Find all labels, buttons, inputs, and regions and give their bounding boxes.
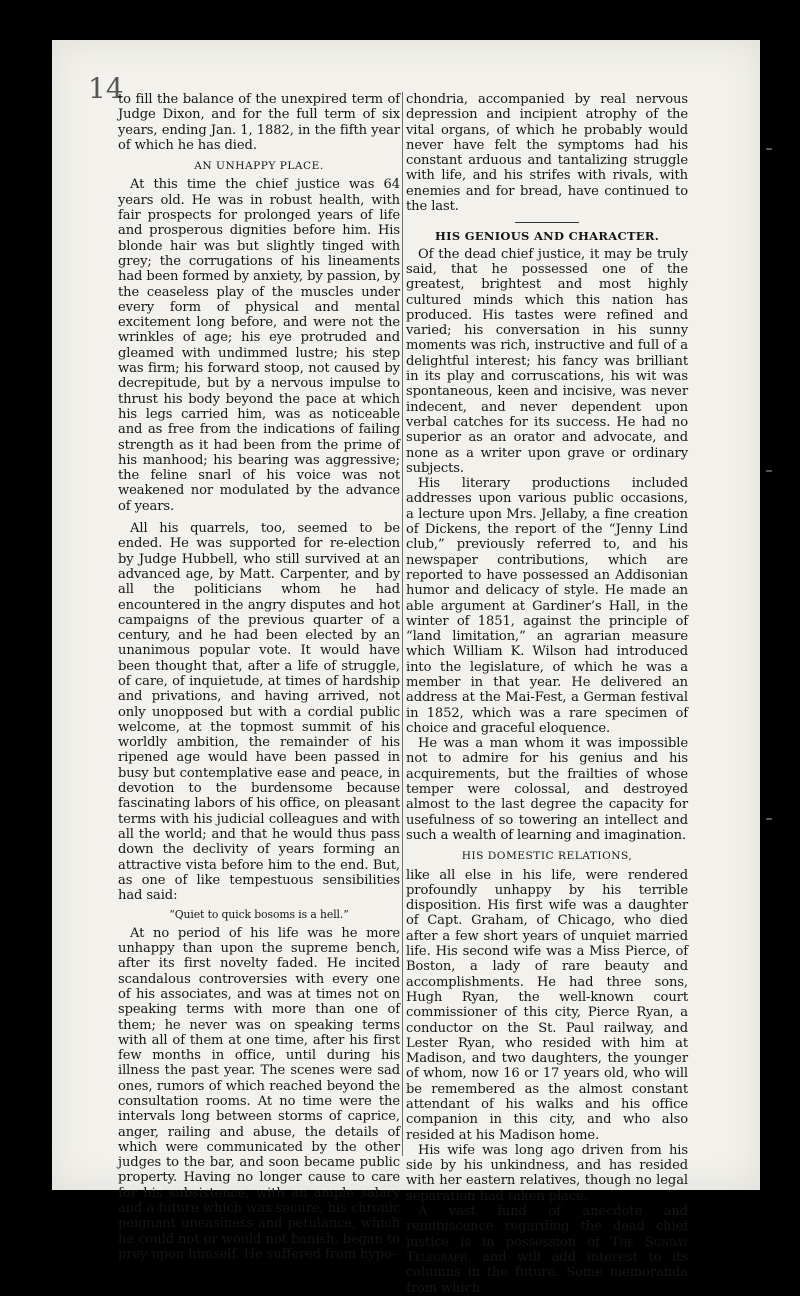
paragraph: Of the dead chief justice, it may be truly said, that he possessed one of the greatest, brightest and most highly cultured minds which this nation has produced. His tastes were refined and varied; his conversation in his sunny moments was rich, instructive and full of a delightful interest; his fancy was brilliant in its play and corruscations, his wit was spontaneous, keen and incisive, was never indecent, and never dependent upon verbal catches for its success. He had no superior as an orator and advocate, and none as a writer upon grave or ordinary subjects. (406, 246, 688, 476)
paragraph: All his quarrels, too, seemed to be ended. He was supported for re-election by Judge Hubbell, who still survived at an advanced age, by Matt. Carpenter, and by all the politicians whom he had encountered in the angry disputes and hot campaigns of the previous quarter of a century, and he had been elected by an unanimous popular vote. It would have been thought that, after a life of struggle, of care, of inquietude, at times of hardship and privations, and having arrived, not only unopposed but with a cordial public welcome, at the topmost summit of his worldly ambition, the remainder of his ripened age would have been passed in busy but contemplative ease and peace, in devotion to the burdensome because fascinating labors of his office, on pleasant terms with his judicial colleagues and with all the world; and that he would thus pass down the declivity of years forming an attractive vista before him to the end. But, as one of like tempestuous sensibilities had said: (118, 521, 400, 904)
paragraph: to fill the balance of the unexpired term of Judge Dixon, and for the full term of six years, ending Jan. 1, 1882, in the fifth year of which he has died. (118, 92, 400, 153)
paragraph-text: A vast fund of anecdote and reminiscence regarding the dead chief justice is in possession of (406, 1204, 688, 1250)
quotation: “Quiet to quick bosoms is a hell.” (169, 908, 349, 922)
section-heading: AN UNHAPPY PLACE. (194, 160, 324, 173)
left-column (118, 92, 400, 1262)
section-heading: HIS DOMESTIC RELATIONS, (461, 850, 633, 863)
paragraph: At no period of his life was he more unhappy than upon the supreme bench, after its first novelty faded. He incited scandalous controversies with every one of his associates, and was at times not on speaking terms with more than one of them; he never was on speaking terms with all of them at one time, after his first few months in office, until during his illness the past year. The scenes were sad ones, rumors of which reached beyond the consultation rooms. At no time were the intervals long between storms of caprice, anger, railing and abuse, the details of which were communicated by the other judges to the bar, and soon became public property. Having no longer cause to care for his subsistence, with an ample salary and a future which was secure, his chronic poignant uneasiness and petulance, which he could not or would not banish, began to prey upon himself. He suffered from hypo- (118, 925, 400, 1262)
paragraph: like all else in his life, were rendered profoundly unhappy by his terrible disposition. His first wife was a daughter of Capt. Graham, of Chicago, who died after a few short years of unquiet married life. His second wife was a Miss Pierce, of Boston, a lady of rare beauty and accomplishments. He had three sons, Hugh Ryan, the well-known court commissioner of this city, Pierce Ryan, a conductor on the St. Paul railway, and Lester Ryan, who resided with him at Madison, and two daughters, the younger of whom, now 16 or 17 years old, who will be remembered as the almost constant attendant of his walks and his office companion in this city, and who also resided at his Madison home. (406, 867, 688, 1143)
paragraph: chondria, accompanied by real nervous depression and incipient atrophy of the vital organs, of which he probably would never have felt the symptoms had his constant arduous and tantalizing struggle with life, and his strifes with rivals, with enemies and for bread, have continued to the last. (406, 92, 688, 215)
section-heading: HIS GENIOUS AND CHARACTER. (434, 229, 660, 244)
page-edge-mark (766, 818, 772, 820)
paragraph: His literary productions included addresses upon various public occasions, a lecture upon Mrs. Jellaby, a fine creation of Dickens, the report of the “Jenny Lind club,” previously referred to, and his newspaper contributions, which are reported to have possessed an Addisonian humor and delicacy of style. He made an able argument at Gardiner’s Hall, in the winter of 1851, against the principle of “land limitation,” an agrarian measure which William K. Wilson had introduced into the legislature, of which he was a member in that year. He delivered an address at the Mai-Fest, a German festival in 1852, which was a rare specimen of choice and graceful eloquence. (406, 476, 688, 736)
paragraph: He was a man whom it was impossible not to admire for his genius and his acquirements, but the frailties of whose temper were colossal, and destroyed almost to the last degree the capacity for usefulness of so towering an intellect and such a wealth of learning and imagination. (406, 736, 688, 843)
section-separator (515, 222, 579, 223)
right-column (406, 92, 688, 1296)
paragraph-text: , and will add interest to its columns in the future. Some memoranda from which (406, 1249, 688, 1296)
newspaper-name: The Sunday Telegraph (406, 1234, 688, 1265)
paragraph: At this time the chief justice was 64 years old. He was in robust health, with fair prospects for prolonged years of life and prosperous dignities before him. His blonde hair was but slightly tinged with grey; the corrugations of his lineaments had been formed by anxiety, by passion, by the ceaseless play of the muscles under every form of physical and mental excitement long before, and were not the wrinkles of age; his eye protruded and gleamed with undimmed lustre; his step was firm; his forward stoop, not caused by decrepitude, but by a nervous impulse to thrust his body beyond the pace at which his legs carried him, was as noticeable and as free from the indications of failing strength as it had been from the prime of his manhood; his bearing was aggressive; the feline snarl of his voice was not weakened nor modulated by the advance of years. (118, 177, 400, 514)
page-edge-mark (766, 470, 772, 472)
margin-handwritten-number: 14 (88, 72, 124, 105)
paragraph: His wife was long ago driven from his side by his unkindness, and has resided with her eastern relatives, though no legal separation had taken place. (406, 1142, 688, 1204)
paragraph (406, 1204, 688, 1296)
page-edge-mark (766, 148, 772, 150)
column-divider (402, 92, 403, 1156)
